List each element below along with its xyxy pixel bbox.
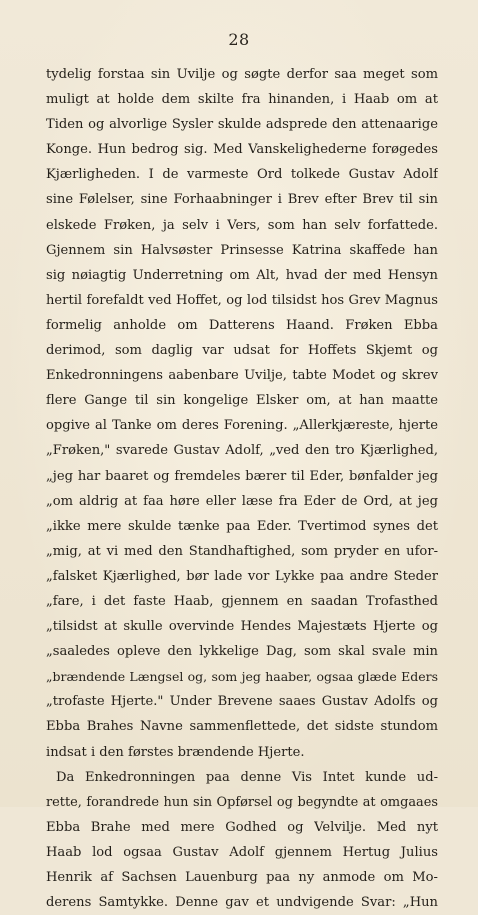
- text-line: „brændende Længsel og, som jeg haaber, ogsaa glæde Eders: [46, 669, 438, 685]
- text-line: Henrik af Sachsen Lauenburg paa ny anmode om Mo-: [46, 870, 438, 885]
- text-line: „fare, i det faste Haab, gjennem en saadan Trofasthed: [46, 593, 438, 609]
- text-line: opgive al Tanke om deres Forening. „Allerkjæreste, hjerte: [46, 418, 438, 434]
- text-line: sig nøiagtig Underretning om Alt, hvad der med Hensyn: [46, 267, 438, 283]
- text-line: indsat i den førstes brændende Hjerte.: [46, 744, 305, 760]
- text-line: rette, forandrede hun sin Opførsel og begyndte at omgaaes: [46, 794, 438, 810]
- text-line: Enkedronningens aabenbare Uvilje, tabte Modet og skrev: [46, 368, 438, 384]
- text-line: derimod, som daglig var udsat for Hoffets Skjemt og: [46, 343, 438, 359]
- text-line: „Frøken," svarede Gustav Adolf, „ved den tro Kjærlighed,: [46, 443, 438, 459]
- text-line: Ebba Brahe med mere Godhed og Velvilje. Med nyt: [46, 819, 438, 835]
- text-line: „ikke mere skulde tænke paa Eder. Tvertimod synes det: [46, 518, 438, 534]
- text-line: Tiden og alvorlige Sysler skulde adsprede den attenaarige: [46, 117, 438, 133]
- text-line: flere Gange til sin kongelige Elsker om, at han maatte: [46, 393, 438, 409]
- text-line: derens Samtykke. Denne gav et undvigende Svar: „Hun: [46, 895, 438, 911]
- text-line: Konge. Hun bedrog sig. Med Vanskelighederne forøgedes: [46, 142, 438, 158]
- text-line: „saaledes opleve den lykkelige Dag, som skal svale min: [46, 644, 438, 660]
- text-line: „jeg har baaret og fremdeles bærer til Eder, bønfalder jeg: [46, 468, 438, 484]
- text-line: sine Følelser, sine Forhaabninger i Brev efter Brev til sin: [46, 192, 438, 208]
- text-line: Gjennem sin Halvsøster Prinsesse Katrina skaffede han: [46, 242, 438, 258]
- text-line: Ebba Brahes Navne sammenflettede, det sidste stundom: [46, 719, 438, 735]
- text-line: muligt at holde dem skilte fra hinanden, i Haab om at: [46, 92, 438, 108]
- text-line: elskede Frøken, ja selv i Vers, som han selv forfattede.: [46, 217, 438, 233]
- text-line: tydelig forstaa sin Uvilje og søgte derfor saa meget som: [46, 67, 438, 82]
- text-line: „tilsidst at skulle overvinde Hendes Majestæts Hjerte og: [46, 619, 438, 635]
- text-line: „falsket Kjærlighed, bør lade vor Lykke paa andre Steder: [46, 568, 438, 584]
- text-line: Haab lod ogsaa Gustav Adolf gjennem Hertug Julius: [46, 844, 438, 860]
- text-line: „trofaste Hjerte." Under Brevene saaes Gustav Adolfs og: [46, 694, 438, 710]
- text-line: formelig anholde om Datterens Haand. Frøken Ebba: [46, 317, 438, 333]
- text-line: Da Enkedronningen paa denne Vis Intet kunde ud-: [56, 769, 438, 785]
- body-text: [46, 62, 438, 915]
- text-line: „mig, at vi med den Standhaftighed, som pryder en ufor-: [46, 543, 438, 559]
- text-line: hertil forefaldt ved Hoffet, og lod tilsidst hos Grev Magnus: [46, 292, 438, 308]
- text-line: Kjærligheden. I de varmeste Ord tolkede Gustav Adolf: [46, 167, 438, 183]
- text-line: „om aldrig at faa høre eller læse fra Eder de Ord, at jeg: [46, 493, 438, 509]
- page-number: 28: [228, 30, 250, 49]
